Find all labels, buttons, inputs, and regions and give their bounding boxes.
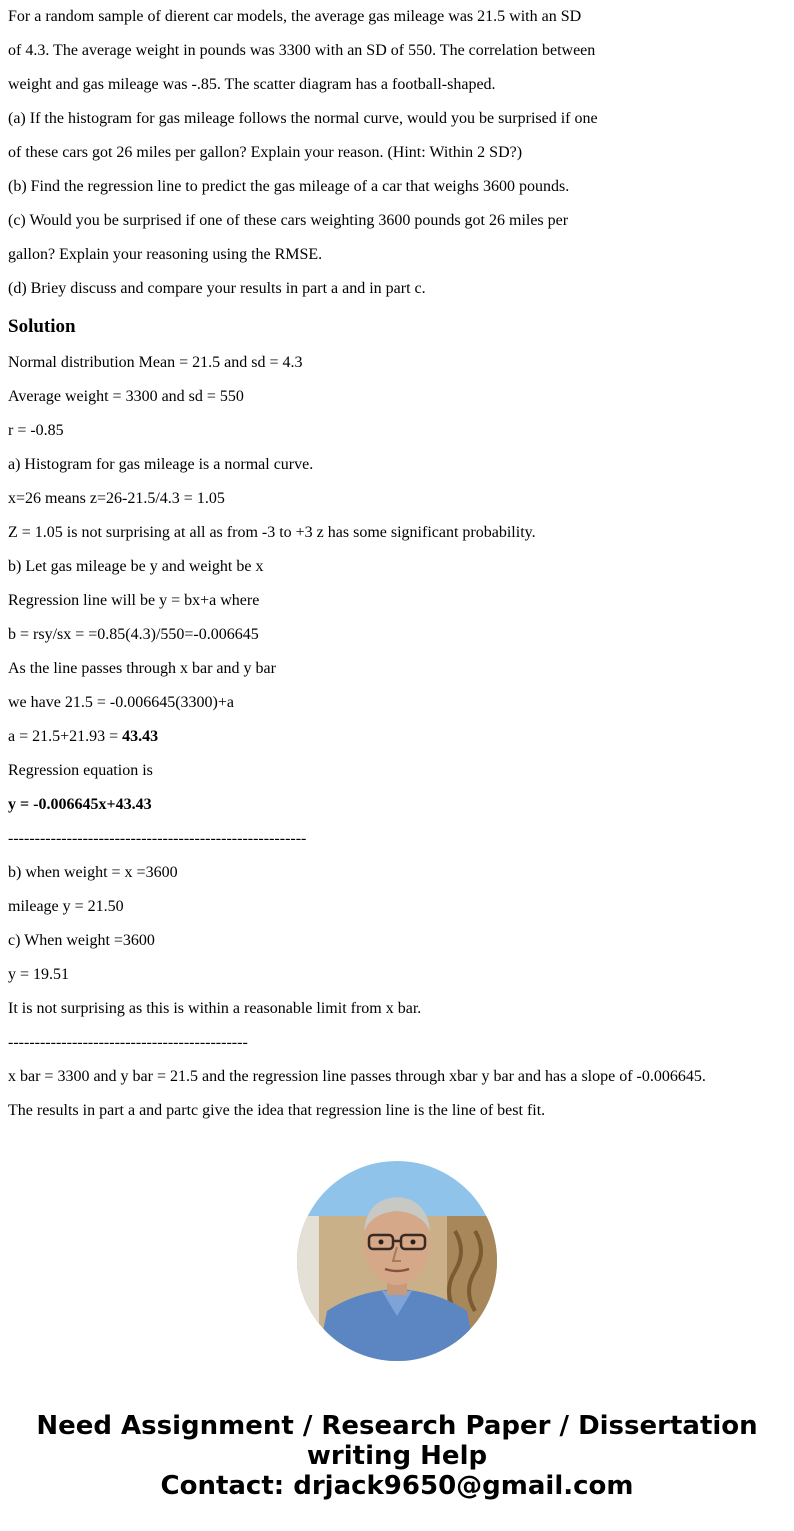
footer-banner — [0, 1411, 794, 1501]
question-line: gallon? Explain your reasoning using the RMSE. — [8, 246, 323, 263]
solution-heading: Solution — [8, 316, 76, 337]
solution-line: Average weight = 3300 and sd = 550 — [8, 388, 244, 405]
solution-line: Z = 1.05 is not surprising at all as from -3 to +3 z has some significant probability. — [8, 524, 536, 541]
solution-line: It is not surprising as this is within a reasonable limit from x bar. — [8, 1000, 422, 1017]
question-line: (d) Briey discuss and compare your results in part a and in part c. — [8, 280, 426, 297]
solution-line: x bar = 3300 and y bar = 21.5 and the regression line passes through xbar y bar and has a slope of -0.006645. — [8, 1068, 706, 1085]
solution-line: Normal distribution Mean = 21.5 and sd = 4.3 — [8, 354, 303, 371]
solution-line: As the line passes through x bar and y bar — [8, 660, 276, 677]
solution-line: b) when weight = x =3600 — [8, 864, 178, 881]
document-body — [0, 8, 794, 1120]
footer-line: writing Help — [306, 1441, 488, 1471]
divider: --------------------------------------------- — [8, 1034, 248, 1051]
question-line: of these cars got 26 miles per gallon? Explain your reason. (Hint: Within 2 SD?) — [8, 144, 523, 161]
intercept-value: 43.43 — [122, 728, 159, 745]
question-text — [8, 8, 786, 298]
footer-contact: Contact: drjack9650@gmail.com — [160, 1471, 634, 1501]
solution-line: Regression line will be y = bx+a where — [8, 592, 260, 609]
question-line: (a) If the histogram for gas mileage follows the normal curve, would you be surprised if one — [8, 110, 598, 127]
solution-line: y = 19.51 — [8, 966, 70, 983]
divider: -------------------------------------------------------- — [8, 830, 307, 847]
solution-line: a) Histogram for gas mileage is a normal curve. — [8, 456, 314, 473]
solution-line: b) Let gas mileage be y and weight be x — [8, 558, 264, 575]
question-line: (c) Would you be surprised if one of these cars weighting 3600 pounds got 26 miles per — [8, 212, 569, 229]
solution-line: c) When weight =3600 — [8, 932, 155, 949]
solution-line: The results in part a and partc give the idea that regression line is the line of best fit. — [8, 1102, 546, 1119]
solution-line: x=26 means z=26-21.5/4.3 = 1.05 — [8, 490, 225, 507]
question-line: of 4.3. The average weight in pounds was 3300 with an SD of 550. The correlation between — [8, 42, 596, 59]
solution-line: we have 21.5 = -0.006645(3300)+a — [8, 694, 234, 711]
regression-equation-text: y = -0.006645x+43.43 — [8, 796, 152, 813]
avatar-portrait — [297, 1161, 497, 1361]
question-line: (b) Find the regression line to predict the gas mileage of a car that weighs 3600 pounds. — [8, 178, 570, 195]
solution-text — [8, 354, 786, 1120]
question-line: weight and gas mileage was -.85. The scatter diagram has a football-shaped. — [8, 76, 496, 93]
footer-line: Need Assignment / Research Paper / Dissertation — [36, 1411, 758, 1441]
avatar — [297, 1161, 497, 1361]
solution-line: r = -0.85 — [8, 422, 64, 439]
regression-equation — [8, 796, 786, 814]
question-line: For a random sample of dierent car models, the average gas mileage was 21.5 with an SD — [8, 8, 582, 25]
solution-line: b = rsy/sx = =0.85(4.3)/550=-0.006645 — [8, 626, 259, 643]
intercept-prefix: a = 21.5+21.93 = — [8, 728, 123, 745]
solution-line: mileage y = 21.50 — [8, 898, 124, 915]
intercept-line — [8, 728, 786, 746]
regression-label: Regression equation is — [8, 762, 153, 779]
